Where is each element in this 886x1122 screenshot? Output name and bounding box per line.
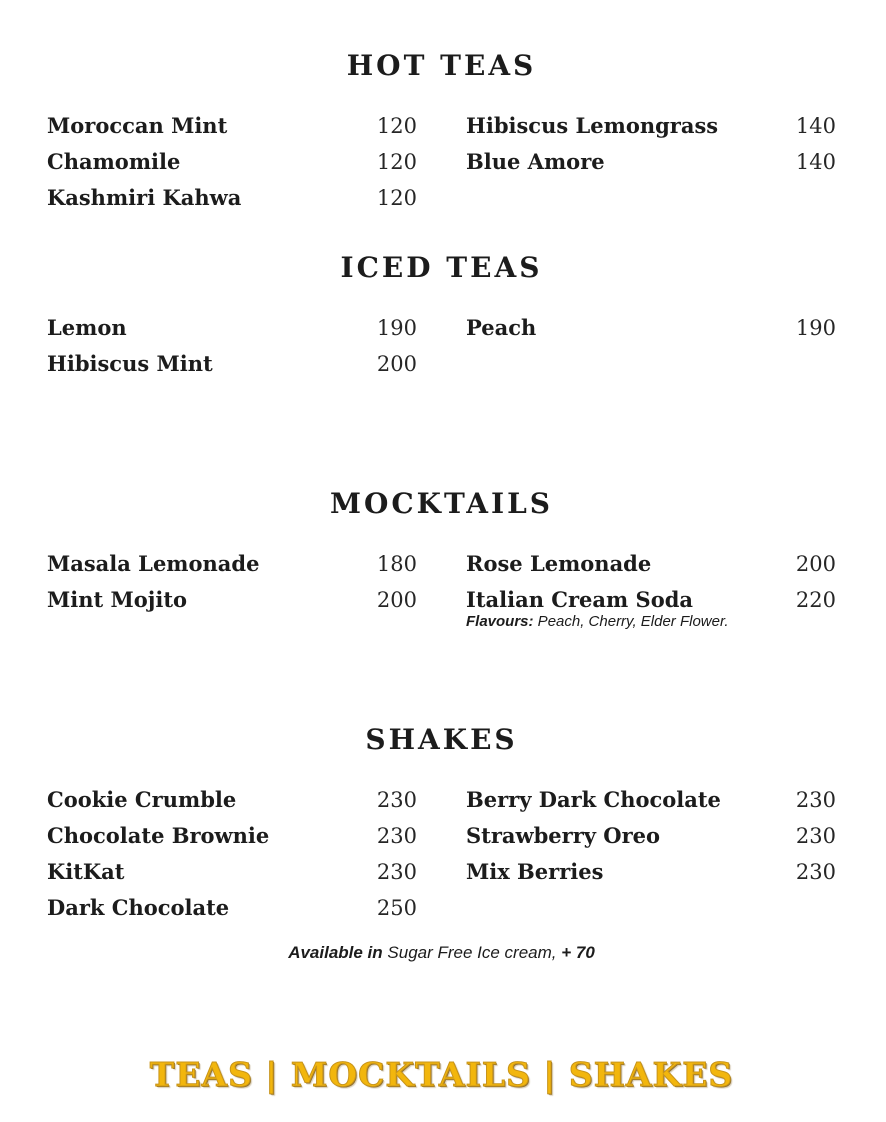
item-name: Blue Amore [466, 149, 605, 174]
item-name: Rose Lemonade [466, 551, 652, 576]
item-price: 190 [376, 316, 417, 340]
shakes-left-column [47, 782, 417, 926]
mocktails-right-column [466, 546, 836, 637]
section-title-mocktails: MOCKTAILS [329, 487, 554, 520]
menu-item-row [47, 310, 417, 346]
hot-teas-left-column [47, 108, 417, 216]
item-name: Hibiscus Mint [47, 351, 213, 376]
menu-item-row [466, 108, 836, 144]
iced-teas-left-column [47, 310, 417, 382]
item-price: 140 [795, 114, 836, 138]
mocktails-columns [47, 546, 836, 637]
item-name: Cookie Crumble [47, 787, 237, 812]
item-price: 120 [376, 186, 417, 210]
item-name: Hibiscus Lemongrass [466, 113, 719, 138]
item-price: 200 [376, 352, 417, 376]
item-name: Italian Cream Soda [466, 587, 694, 612]
item-price: 200 [376, 588, 417, 612]
item-name: Masala Lemonade [47, 551, 260, 576]
menu-item-row [466, 818, 836, 854]
availability-note-middle: Sugar Free Ice cream, [382, 943, 562, 962]
menu-item-row [466, 144, 836, 180]
item-name: Mix Berries [466, 859, 604, 884]
item-name: Chocolate Brownie [47, 823, 270, 848]
item-price: 200 [795, 552, 836, 576]
availability-note-suffix: + 70 [561, 943, 595, 962]
item-name: Lemon [47, 315, 127, 340]
section-hot-teas [47, 50, 836, 216]
item-price: 180 [376, 552, 417, 576]
menu-item-row [47, 144, 417, 180]
item-price: 250 [376, 896, 417, 920]
menu-item-row [47, 108, 417, 144]
iced-teas-columns [47, 310, 836, 382]
menu-item-row [466, 854, 836, 890]
hot-teas-columns [47, 108, 836, 216]
item-price: 230 [795, 860, 836, 884]
item-price: 190 [795, 316, 836, 340]
mocktails-left-column [47, 546, 417, 637]
menu-item-row [47, 582, 417, 618]
shakes-columns [47, 782, 836, 926]
item-price: 230 [376, 788, 417, 812]
menu-item-row [47, 818, 417, 854]
availability-note-prefix: Available in [288, 943, 383, 962]
item-price: 230 [795, 824, 836, 848]
item-name: KitKat [47, 859, 125, 884]
item-name: Kashmiri Kahwa [47, 185, 242, 210]
menu-item-row [47, 854, 417, 890]
shakes-right-column [466, 782, 836, 926]
item-name: Berry Dark Chocolate [466, 787, 721, 812]
item-price: 120 [376, 150, 417, 174]
item-price: 230 [376, 860, 417, 884]
item-price: 220 [795, 588, 836, 612]
item-price: 120 [376, 114, 417, 138]
flavours-note [466, 612, 836, 637]
section-title-shakes: SHAKES [365, 723, 518, 756]
section-title-iced-teas: ICED TEAS [340, 251, 543, 284]
availability-note [47, 942, 836, 964]
menu-item-row [47, 546, 417, 582]
item-name: Peach [466, 315, 537, 340]
menu-item-row [466, 310, 836, 346]
menu-item-row [47, 890, 417, 926]
iced-teas-right-column [466, 310, 836, 382]
menu-item-row [47, 782, 417, 818]
menu-item-row [47, 180, 417, 216]
menu-item-row [466, 546, 836, 582]
section-shakes [47, 724, 836, 926]
footer-banner: TEAS | MOCKTAILS | SHAKES [149, 1055, 734, 1094]
item-price: 230 [795, 788, 836, 812]
section-title-hot-teas: HOT TEAS [346, 49, 537, 82]
flavours-note-text: Peach, Cherry, Elder Flower. [533, 613, 729, 630]
item-name: Chamomile [47, 149, 181, 174]
item-name: Dark Chocolate [47, 895, 230, 920]
item-price: 230 [376, 824, 417, 848]
item-name: Moroccan Mint [47, 113, 228, 138]
item-price: 140 [795, 150, 836, 174]
menu-item-row [466, 782, 836, 818]
section-iced-teas [47, 252, 836, 382]
section-mocktails [47, 488, 836, 637]
item-name: Mint Mojito [47, 587, 188, 612]
flavours-note-label: Flavours: [466, 613, 534, 630]
hot-teas-right-column [466, 108, 836, 216]
menu-item-row [47, 346, 417, 382]
item-name: Strawberry Oreo [466, 823, 661, 848]
